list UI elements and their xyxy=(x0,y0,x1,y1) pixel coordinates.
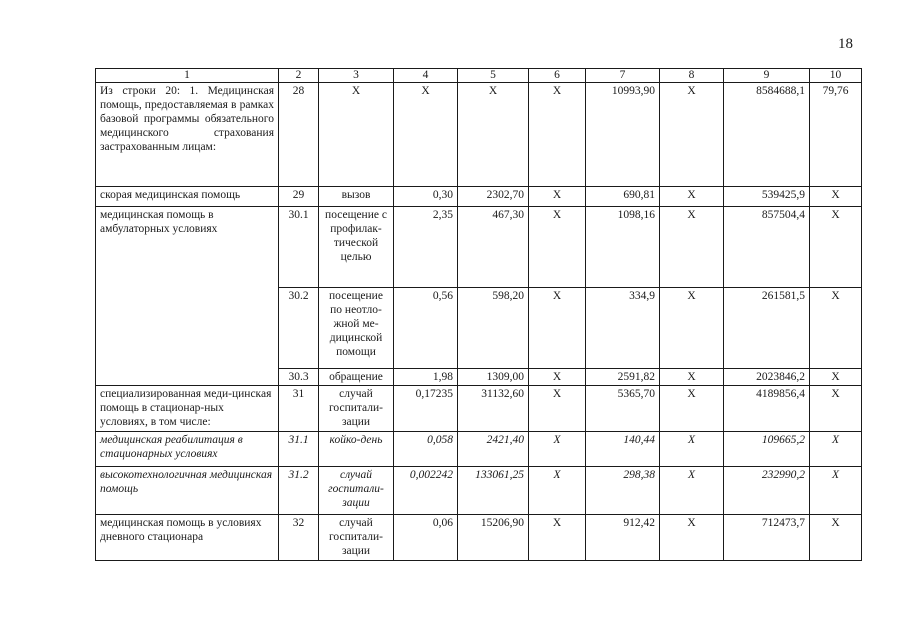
row-description: медицинская помощь в амбулаторных условиях xyxy=(96,207,279,288)
col-header-9: 9 xyxy=(724,69,810,83)
cell-col-7: 5365,70 xyxy=(586,386,660,432)
cell-col-4: 2,35 xyxy=(394,207,458,288)
col-header-5: 5 xyxy=(458,69,529,83)
cell-col-5: 31132,60 xyxy=(458,386,529,432)
cell-col-6: X xyxy=(529,369,586,386)
cell-col-8: X xyxy=(660,83,724,187)
cell-col-9: 109665,2 xyxy=(724,432,810,467)
cell-col-7: 334,9 xyxy=(586,288,660,369)
cell-col-5: 133061,25 xyxy=(458,467,529,515)
cell-col-4: 0,058 xyxy=(394,432,458,467)
cell-col-9: 857504,4 xyxy=(724,207,810,288)
row-description-empty xyxy=(96,369,279,386)
cell-col-9: 8584688,1 xyxy=(724,83,810,187)
row-description: Из строки 20: 1. Медицинская помощь, предоставляемая в рамках базовой программы обязательного медицинского страхования застрахованным лицам: xyxy=(96,83,279,187)
cell-col-4: X xyxy=(394,83,458,187)
cell-col-9: 4189856,4 xyxy=(724,386,810,432)
cell-col-8: X xyxy=(660,187,724,207)
cell-col-6: X xyxy=(529,207,586,288)
cell-col-5: 1309,00 xyxy=(458,369,529,386)
cell-col-6: X xyxy=(529,288,586,369)
table-row xyxy=(96,83,862,187)
cell-col-8: X xyxy=(660,386,724,432)
row-unit: койко-день xyxy=(319,432,394,467)
row-unit: X xyxy=(319,83,394,187)
cell-col-7: 1098,16 xyxy=(586,207,660,288)
col-header-2: 2 xyxy=(279,69,319,83)
row-unit: вызов xyxy=(319,187,394,207)
cell-col-6: X xyxy=(529,467,586,515)
row-description: специализированная меди-цинская помощь в стационар-ных условиях, в том числе: xyxy=(96,386,279,432)
cell-col-5: 598,20 xyxy=(458,288,529,369)
cell-col-10: X xyxy=(810,288,862,369)
row-code: 30.3 xyxy=(279,369,319,386)
cell-col-6: X xyxy=(529,187,586,207)
cell-col-10: X xyxy=(810,386,862,432)
row-description: медицинская реабилитация в стационарных условиях xyxy=(96,432,279,467)
row-description: высокотехнологичная медицинская помощь xyxy=(96,467,279,515)
cell-col-5: 2302,70 xyxy=(458,187,529,207)
table-row xyxy=(96,515,862,561)
table-row xyxy=(96,207,862,288)
cell-col-7: 690,81 xyxy=(586,187,660,207)
cell-col-8: X xyxy=(660,369,724,386)
cell-col-4: 0,30 xyxy=(394,187,458,207)
table-row xyxy=(96,187,862,207)
cell-col-5: 2421,40 xyxy=(458,432,529,467)
cell-col-7: 298,38 xyxy=(586,467,660,515)
col-header-8: 8 xyxy=(660,69,724,83)
table-row xyxy=(96,432,862,467)
row-unit: случай госпитали-зации xyxy=(319,515,394,561)
col-header-4: 4 xyxy=(394,69,458,83)
col-header-7: 7 xyxy=(586,69,660,83)
cell-col-10: X xyxy=(810,515,862,561)
row-code: 31 xyxy=(279,386,319,432)
cell-col-8: X xyxy=(660,467,724,515)
cell-col-4: 0,06 xyxy=(394,515,458,561)
cell-col-10: X xyxy=(810,369,862,386)
col-header-6: 6 xyxy=(529,69,586,83)
col-header-3: 3 xyxy=(319,69,394,83)
cell-col-8: X xyxy=(660,207,724,288)
cell-col-9: 261581,5 xyxy=(724,288,810,369)
row-code: 31.1 xyxy=(279,432,319,467)
cell-col-9: 712473,7 xyxy=(724,515,810,561)
row-description: скорая медицинская помощь xyxy=(96,187,279,207)
table-row xyxy=(96,369,862,386)
cell-col-5: X xyxy=(458,83,529,187)
row-code: 30.1 xyxy=(279,207,319,288)
cell-col-6: X xyxy=(529,515,586,561)
cell-col-10: X xyxy=(810,187,862,207)
cell-col-7: 10993,90 xyxy=(586,83,660,187)
cell-col-9: 232990,2 xyxy=(724,467,810,515)
cell-col-7: 2591,82 xyxy=(586,369,660,386)
column-header-row xyxy=(96,69,862,83)
cell-col-4: 0,56 xyxy=(394,288,458,369)
row-code: 30.2 xyxy=(279,288,319,369)
cell-col-10: X xyxy=(810,207,862,288)
cell-col-6: X xyxy=(529,386,586,432)
cell-col-10: X xyxy=(810,467,862,515)
row-unit: случай госпитали-зации xyxy=(319,467,394,515)
col-header-1: 1 xyxy=(96,69,279,83)
cell-col-10: X xyxy=(810,432,862,467)
cell-col-5: 15206,90 xyxy=(458,515,529,561)
row-code: 28 xyxy=(279,83,319,187)
row-unit: посещение по неотло-жной ме-дицинской помощи xyxy=(319,288,394,369)
cell-col-4: 0,17235 xyxy=(394,386,458,432)
table-row xyxy=(96,288,862,369)
data-table xyxy=(95,68,862,561)
table-row xyxy=(96,386,862,432)
row-code: 31.2 xyxy=(279,467,319,515)
row-code: 32 xyxy=(279,515,319,561)
table-row xyxy=(96,467,862,515)
row-unit: обращение xyxy=(319,369,394,386)
cell-col-8: X xyxy=(660,288,724,369)
cell-col-9: 2023846,2 xyxy=(724,369,810,386)
cell-col-7: 912,42 xyxy=(586,515,660,561)
cell-col-10: 79,76 xyxy=(810,83,862,187)
row-description-empty xyxy=(96,288,279,369)
row-unit: посещение с профилак-тической целью xyxy=(319,207,394,288)
cell-col-4: 0,002242 xyxy=(394,467,458,515)
page-number: 18 xyxy=(838,36,853,52)
cell-col-5: 467,30 xyxy=(458,207,529,288)
cell-col-7: 140,44 xyxy=(586,432,660,467)
cell-col-6: X xyxy=(529,432,586,467)
cell-col-8: X xyxy=(660,432,724,467)
cell-col-4: 1,98 xyxy=(394,369,458,386)
cell-col-9: 539425,9 xyxy=(724,187,810,207)
cell-col-6: X xyxy=(529,83,586,187)
col-header-10: 10 xyxy=(810,69,862,83)
cell-col-8: X xyxy=(660,515,724,561)
row-code: 29 xyxy=(279,187,319,207)
row-description: медицинская помощь в условиях дневного стационара xyxy=(96,515,279,561)
row-unit: случай госпитали-зации xyxy=(319,386,394,432)
